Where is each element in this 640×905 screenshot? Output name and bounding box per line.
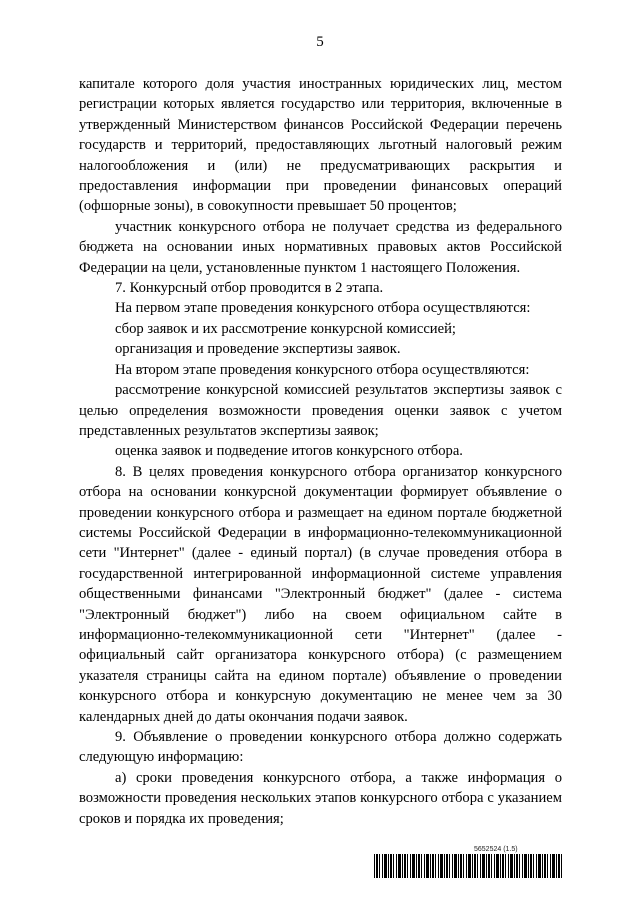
- paragraph: 7. Конкурсный отбор проводится в 2 этапа.: [115, 280, 384, 297]
- paragraph: капитале которого доля участия иностранных юридических лиц, местом регистрации которых является государство или территория, включенные в утвержденный Министерством финансов Российской Федерации перечень государств и территорий, предоставляющих льготный налоговый режим налогообложения и (или) не предусматривающих раскрытия и предоставления информации при проведении финансовых операций (офшорные зоны), в совокупности превышает 50 процентов;: [79, 76, 562, 215]
- paragraph: сбор заявок и их рассмотрение конкурсной комиссией;: [115, 320, 456, 337]
- paragraph: 8. В целях проведения конкурсного отбора организатор конкурсного отбора на основании конкурсной документации формирует объявление о проведении конкурсного отбора и размещает на едином портале бюджетной системы Российской Федерации в информационно-телекоммуникационной сети "Интернет" (далее - единый портал) (в случае проведения отбора в государственной интегрированной информационной системе управления общественными финансами "Электронный бюджет" (далее - система "Электронный бюджет") либо на своем официальном сайте в информационно-телекоммуникационной сети "Интернет" (далее - официальный сайт организатора конкурсного отбора) (с размещением указателя страницы сайта на едином портале) объявление о проведении конкурсного отбора и конкурсную документацию не менее чем за 30 календарных дней до даты окончания подачи заявок.: [79, 463, 562, 725]
- paragraph: оценка заявок и подведение итогов конкурсного отбора.: [115, 443, 463, 460]
- document-code: 5652524 (1.5): [474, 846, 518, 853]
- paragraph: организация и проведение экспертизы заявок.: [115, 341, 401, 358]
- paragraph: На втором этапе проведения конкурсного отбора осуществляются:: [115, 361, 530, 378]
- paragraph: а) сроки проведения конкурсного отбора, а также информация о возможности проведения нескольких этапов конкурсного отбора с указанием сроков и порядка их проведения;: [79, 769, 562, 827]
- page-number: 5: [316, 34, 324, 50]
- document-body: [79, 74, 562, 829]
- paragraph: участник конкурсного отбора не получает средства из федерального бюджета на основании иных нормативных правовых актов Российской Федерации на цели, установленные пунктом 1 настоящего Положения.: [79, 218, 562, 276]
- paragraph: рассмотрение конкурсной комиссией результатов экспертизы заявок с целью определения возможности проведения оценки заявок с учетом представленных результатов экспертизы заявок;: [79, 382, 562, 439]
- paragraph: На первом этапе проведения конкурсного отбора осуществляются:: [115, 300, 531, 317]
- paragraph: 9. Объявление о проведении конкурсного отбора должно содержать следующую информацию:: [79, 729, 562, 766]
- barcode: [374, 854, 562, 878]
